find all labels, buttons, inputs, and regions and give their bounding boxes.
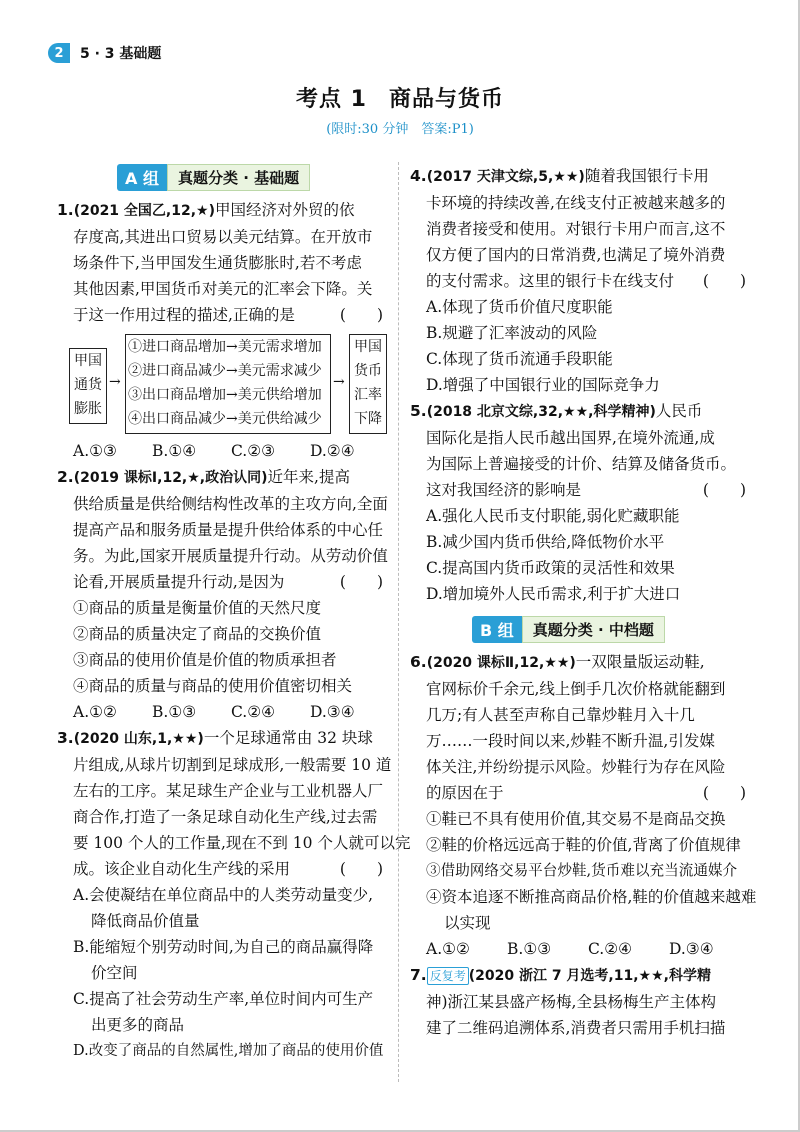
option[interactable]: B.减少国内货币供给,降低物价水平: [426, 533, 665, 551]
option[interactable]: C.提高了社会劳动生产率,单位时间内可生产: [73, 990, 374, 1008]
q2-stem-line: 供给质量是供给侧结构性改革的主攻方向,全面: [73, 495, 388, 513]
q5-number: 5.: [410, 402, 427, 420]
diagram-middle-box: [125, 334, 331, 434]
option[interactable]: C.②④: [231, 703, 276, 721]
option[interactable]: D.改变了商品的自然属性,增加了商品的使用价值: [73, 1043, 384, 1059]
q6-item: ②鞋的价格远远高于鞋的价值,背离了价值规律: [426, 836, 741, 854]
question-4: 4.(2017 天津文综,5,★★)随着我国银行卡用 卡环境的持续改善,在线支付正被越来越多的 消费者接受和使用。对银行卡用户而言,这不 仅方便了国内的日常消费,也满足了境外消费 的支付需求。这里的银行卡在线支付 ( ) A.体现了货币价值尺度职能 B.规避了汇率波动的风险 C.体现了货币流通手段职能 D.增强了中国银行业的国际竞争力: [410, 163, 752, 398]
q4-number: 4.: [410, 167, 427, 185]
option[interactable]: B.能缩短个别劳动时间,为自己的商品赢得降: [73, 938, 374, 956]
q3-stem-line: 成。该企业自动化生产线的采用 ( ): [57, 856, 389, 882]
diagram-right-box: 甲国 货币 汇率 下降: [349, 334, 387, 434]
arrow-icon: →: [109, 374, 121, 390]
option[interactable]: A.体现了货币价值尺度职能: [426, 298, 613, 316]
q1-stem-line: 存度高,其进出口贸易以美元结算。在开放市: [73, 228, 373, 246]
q3-source: (2020 山东,1,★★): [73, 731, 204, 747]
group-a-heading: [117, 163, 389, 191]
option[interactable]: D.增加境外人民币需求,利于扩大进口: [426, 585, 681, 603]
answer-paren: ( ): [339, 573, 383, 591]
q3-stem-line: 商合作,打造了一条足球自动化生产线,过去需: [73, 808, 378, 826]
q4-stem-line: 仅方便了国内的日常消费,也满足了境外消费: [426, 246, 726, 264]
q6-stem-line: 官网标价千余元,线上倒手几次价格就能翻到: [426, 680, 726, 698]
book-title: 5 · 3 基础题: [80, 46, 162, 62]
option[interactable]: D.增强了中国银行业的国际竞争力: [426, 376, 660, 394]
arrow-icon: →: [333, 374, 345, 390]
q4-stem-line: 消费者接受和使用。对银行卡用户而言,这不: [426, 220, 726, 238]
option[interactable]: D.②④: [310, 442, 355, 460]
group-b-heading: [472, 615, 752, 643]
option[interactable]: C.体现了货币流通手段职能: [426, 350, 613, 368]
q7-source: (2020 浙江 7 月选考,11,★★,科学精: [468, 968, 711, 984]
q7-stem-line: 神)浙江某县盛产杨梅,全县杨梅生产主体构: [426, 993, 716, 1011]
q4-source: (2017 天津文综,5,★★): [426, 169, 585, 185]
q2-item: ④商品的质量与商品的使用价值密切相关: [73, 677, 353, 695]
section-title: [0, 82, 800, 113]
question-6: 6.(2020 课标Ⅱ,12,★★)一双限量版运动鞋, 官网标价千余元,线上倒手几次价格就能翻到 几万;有人甚至声称自己靠炒鞋月入十几 万……一段时间以来,炒鞋不断升温,引发媒 体关注,并纷纷提示风险。炒鞋行为存在风险 的原因在于 ( ) ①鞋已不具有使用价值,其交易不是商品交换 ②鞋的价格远远高于鞋的价值,背离了价值规律 ③借助网络交易平台炒鞋,货币难以充当流通媒介 ④资本追逐不断推高商品价格,鞋的价值越来越难 以实现 A.①② B.①③ C.②④ D.③④: [410, 649, 752, 962]
q4-stem-line: 卡环境的持续改善,在线支付正被越来越多的: [426, 194, 726, 212]
q6-item: ①鞋已不具有使用价值,其交易不是商品交换: [426, 810, 726, 828]
q2-source: (2019 课标Ⅰ,12,★,政治认同): [73, 470, 268, 486]
q6-item: ④资本追逐不断推高商品价格,鞋的价值越来越难: [426, 888, 757, 906]
q2-item: ③商品的使用价值是价值的物质承担者: [73, 651, 337, 669]
question-3: 3.(2020 山东,1,★★)一个足球通常由 32 块球 片组成,从球片切割到足球成形,一般需要 10 道 左右的工序。某足球生产企业与工业机器人厂 商合作,打造了一条足球自动化生产线,过去需 要 100 个人的工作量,现在不到 10 个人就可以完 成。该企业自动化生产线的采用 ( ) A.会使凝结在单位商品中的人类劳动量变少, 降低商品价值量 B.能缩短个别劳动时间,为自己的商品赢得降 价空间 C.提高了社会劳动生产率,单位时间内可生产 出更多的商品 D.改变了商品的自然属性,增加了商品的使用价值: [57, 725, 389, 1064]
running-header: [48, 40, 161, 66]
group-a-name: 真题分类 · 基础题: [167, 164, 310, 191]
answer-paren: ( ): [339, 306, 383, 324]
section-topic: 商品与货币: [388, 87, 504, 112]
option-continuation: 出更多的商品: [91, 1016, 185, 1034]
option[interactable]: B.①④: [152, 442, 197, 460]
question-5: 5.(2018 北京文综,32,★★,科学精神)人民币 国际化是指人民币越出国界,在境外流通,成 为国际上普遍接受的计价、结算及储备货币。 这对我国经济的影响是 ( ) A.强化人民币支付职能,弱化贮藏职能 B.减少国内货币供给,降低物价水平 C.提高国内货币政策的灵活性和效果 D.增加境外人民币需求,利于扩大进口: [410, 398, 752, 607]
q2-stem-line: 务。为此,国家开展质量提升行动。从劳动价值: [73, 547, 388, 565]
q7-stem-line: 建了二维码追溯体系,消费者只需用手机扫描: [426, 1019, 726, 1037]
option[interactable]: D.③④: [669, 940, 714, 958]
option[interactable]: C.②③: [231, 442, 276, 460]
option[interactable]: A.会使凝结在单位商品中的人类劳动量变少,: [73, 886, 374, 904]
page-number: 2: [48, 43, 70, 63]
group-b-tag: B 组: [472, 616, 522, 643]
q1-number: 1.: [57, 201, 74, 219]
left-column: [57, 163, 411, 1064]
diagram-item: ①进口商品增加→美元需求增加: [128, 339, 322, 355]
q3-number: 3.: [57, 729, 74, 747]
answer-paren: ( ): [702, 784, 746, 802]
option-continuation: 价空间: [91, 964, 138, 982]
column-divider: [398, 162, 399, 1082]
q1-diagram: [69, 334, 389, 434]
review-badge: 反复考: [427, 967, 469, 985]
answer-paren: ( ): [702, 481, 746, 499]
q5-stem-line: 为国际上普遍接受的计价、结算及储备货币。: [426, 455, 737, 473]
time-limit-note: (限时:30 分钟 答案:P1): [326, 122, 474, 137]
option[interactable]: A.①②: [426, 940, 470, 958]
q2-item: ①商品的质量是衡量价值的天然尺度: [73, 599, 322, 617]
q6-options: [410, 936, 752, 962]
q3-stem-line: 片组成,从球片切割到足球成形,一般需要 10 道: [73, 756, 392, 774]
question-2: 2.(2019 课标Ⅰ,12,★,政治认同)近年来,提高 供给质量是供给侧结构性改革的主攻方向,全面 提高产品和服务质量是提升供给体系的中心任 务。为此,国家开展质量提升行动。从劳动价值 论看,开展质量提升行动,是因为 ( ) ①商品的质量是衡量价值的天然尺度 ②商品的质量决定了商品的交换价值 ③商品的使用价值是价值的物质承担者 ④商品的质量与商品的使用价值密切相关 A.①② B.①③ C.②④ D.③④: [57, 464, 389, 725]
option[interactable]: A.强化人民币支付职能,弱化贮藏职能: [426, 507, 680, 525]
option[interactable]: A.①②: [73, 703, 117, 721]
q5-stem-line: 国际化是指人民币越出国界,在境外流通,成: [426, 429, 715, 447]
group-a-tag: A 组: [117, 164, 167, 191]
option[interactable]: B.①③: [152, 703, 197, 721]
option[interactable]: A.①③: [73, 442, 117, 460]
q1-stem-line: 于这一作用过程的描述,正确的是 ( ): [57, 302, 389, 328]
q1-stem-line: 其他因素,甲国货币对美元的汇率会下降。关: [73, 280, 373, 298]
option[interactable]: C.②④: [588, 940, 633, 958]
diagram-item: ③出口商品增加→美元供给增加: [128, 387, 322, 403]
diagram-item: ②进口商品减少→美元需求减少: [128, 363, 322, 379]
q2-options: [57, 699, 389, 725]
answer-paren: ( ): [702, 272, 746, 290]
diagram-item: ④出口商品减少→美元供给减少: [128, 411, 322, 427]
q3-stem-line: 左右的工序。某足球生产企业与工业机器人厂: [73, 782, 384, 800]
q1-options: [57, 438, 389, 464]
q6-stem-line: 的原因在于 ( ): [410, 780, 752, 806]
q1-source: (2021 全国乙,12,★): [73, 203, 215, 219]
q5-stem-line: 这对我国经济的影响是 ( ): [410, 477, 752, 503]
q6-stem-line: 几万;有人甚至声称自己靠炒鞋月入十几: [426, 706, 695, 724]
option-continuation: 降低商品价值量: [91, 912, 200, 930]
q2-stem-line: 提高产品和服务质量是提升供给体系的中心任: [73, 521, 384, 539]
q6-item: ③借助网络交易平台炒鞋,货币难以充当流通媒介: [426, 862, 738, 879]
q6-item-continuation: 以实现: [444, 914, 491, 932]
q6-source: (2020 课标Ⅱ,12,★★): [426, 655, 576, 671]
q2-number: 2.: [57, 468, 74, 486]
q5-source: (2018 北京文综,32,★★,科学精神): [426, 404, 656, 420]
q7-number: 7.: [410, 966, 427, 984]
q2-item: ②商品的质量决定了商品的交换价值: [73, 625, 322, 643]
right-column: [410, 163, 757, 1041]
question-1: [57, 197, 389, 464]
group-b-name: 真题分类 · 中档题: [522, 616, 665, 643]
q1-stem-line: 场条件下,当甲国发生通货膨胀时,若不考虑: [73, 254, 362, 272]
section-number: 考点 1: [296, 87, 367, 112]
option[interactable]: D.③④: [310, 703, 355, 721]
q4-stem-line: 的支付需求。这里的银行卡在线支付 ( ): [410, 268, 752, 294]
answer-paren: ( ): [339, 860, 383, 878]
q1-stem-line: 甲国经济对外贸的依: [215, 201, 355, 219]
q3-stem-line: 要 100 个人的工作量,现在不到 10 个人就可以完: [73, 834, 411, 852]
option[interactable]: C.提高国内货币政策的灵活性和效果: [426, 559, 675, 577]
q6-stem-line: 万……一段时间以来,炒鞋不断升温,引发媒: [426, 732, 715, 750]
q2-stem-line: 论看,开展质量提升行动,是因为 ( ): [57, 569, 389, 595]
option[interactable]: B.规避了汇率波动的风险: [426, 324, 598, 342]
q6-stem-line: 体关注,并纷纷提示风险。炒鞋行为存在风险: [426, 758, 726, 776]
diagram-left-box: 甲国 通货 膨胀: [69, 348, 107, 424]
option[interactable]: B.①③: [507, 940, 552, 958]
question-7: [410, 962, 752, 1041]
q6-number: 6.: [410, 653, 427, 671]
